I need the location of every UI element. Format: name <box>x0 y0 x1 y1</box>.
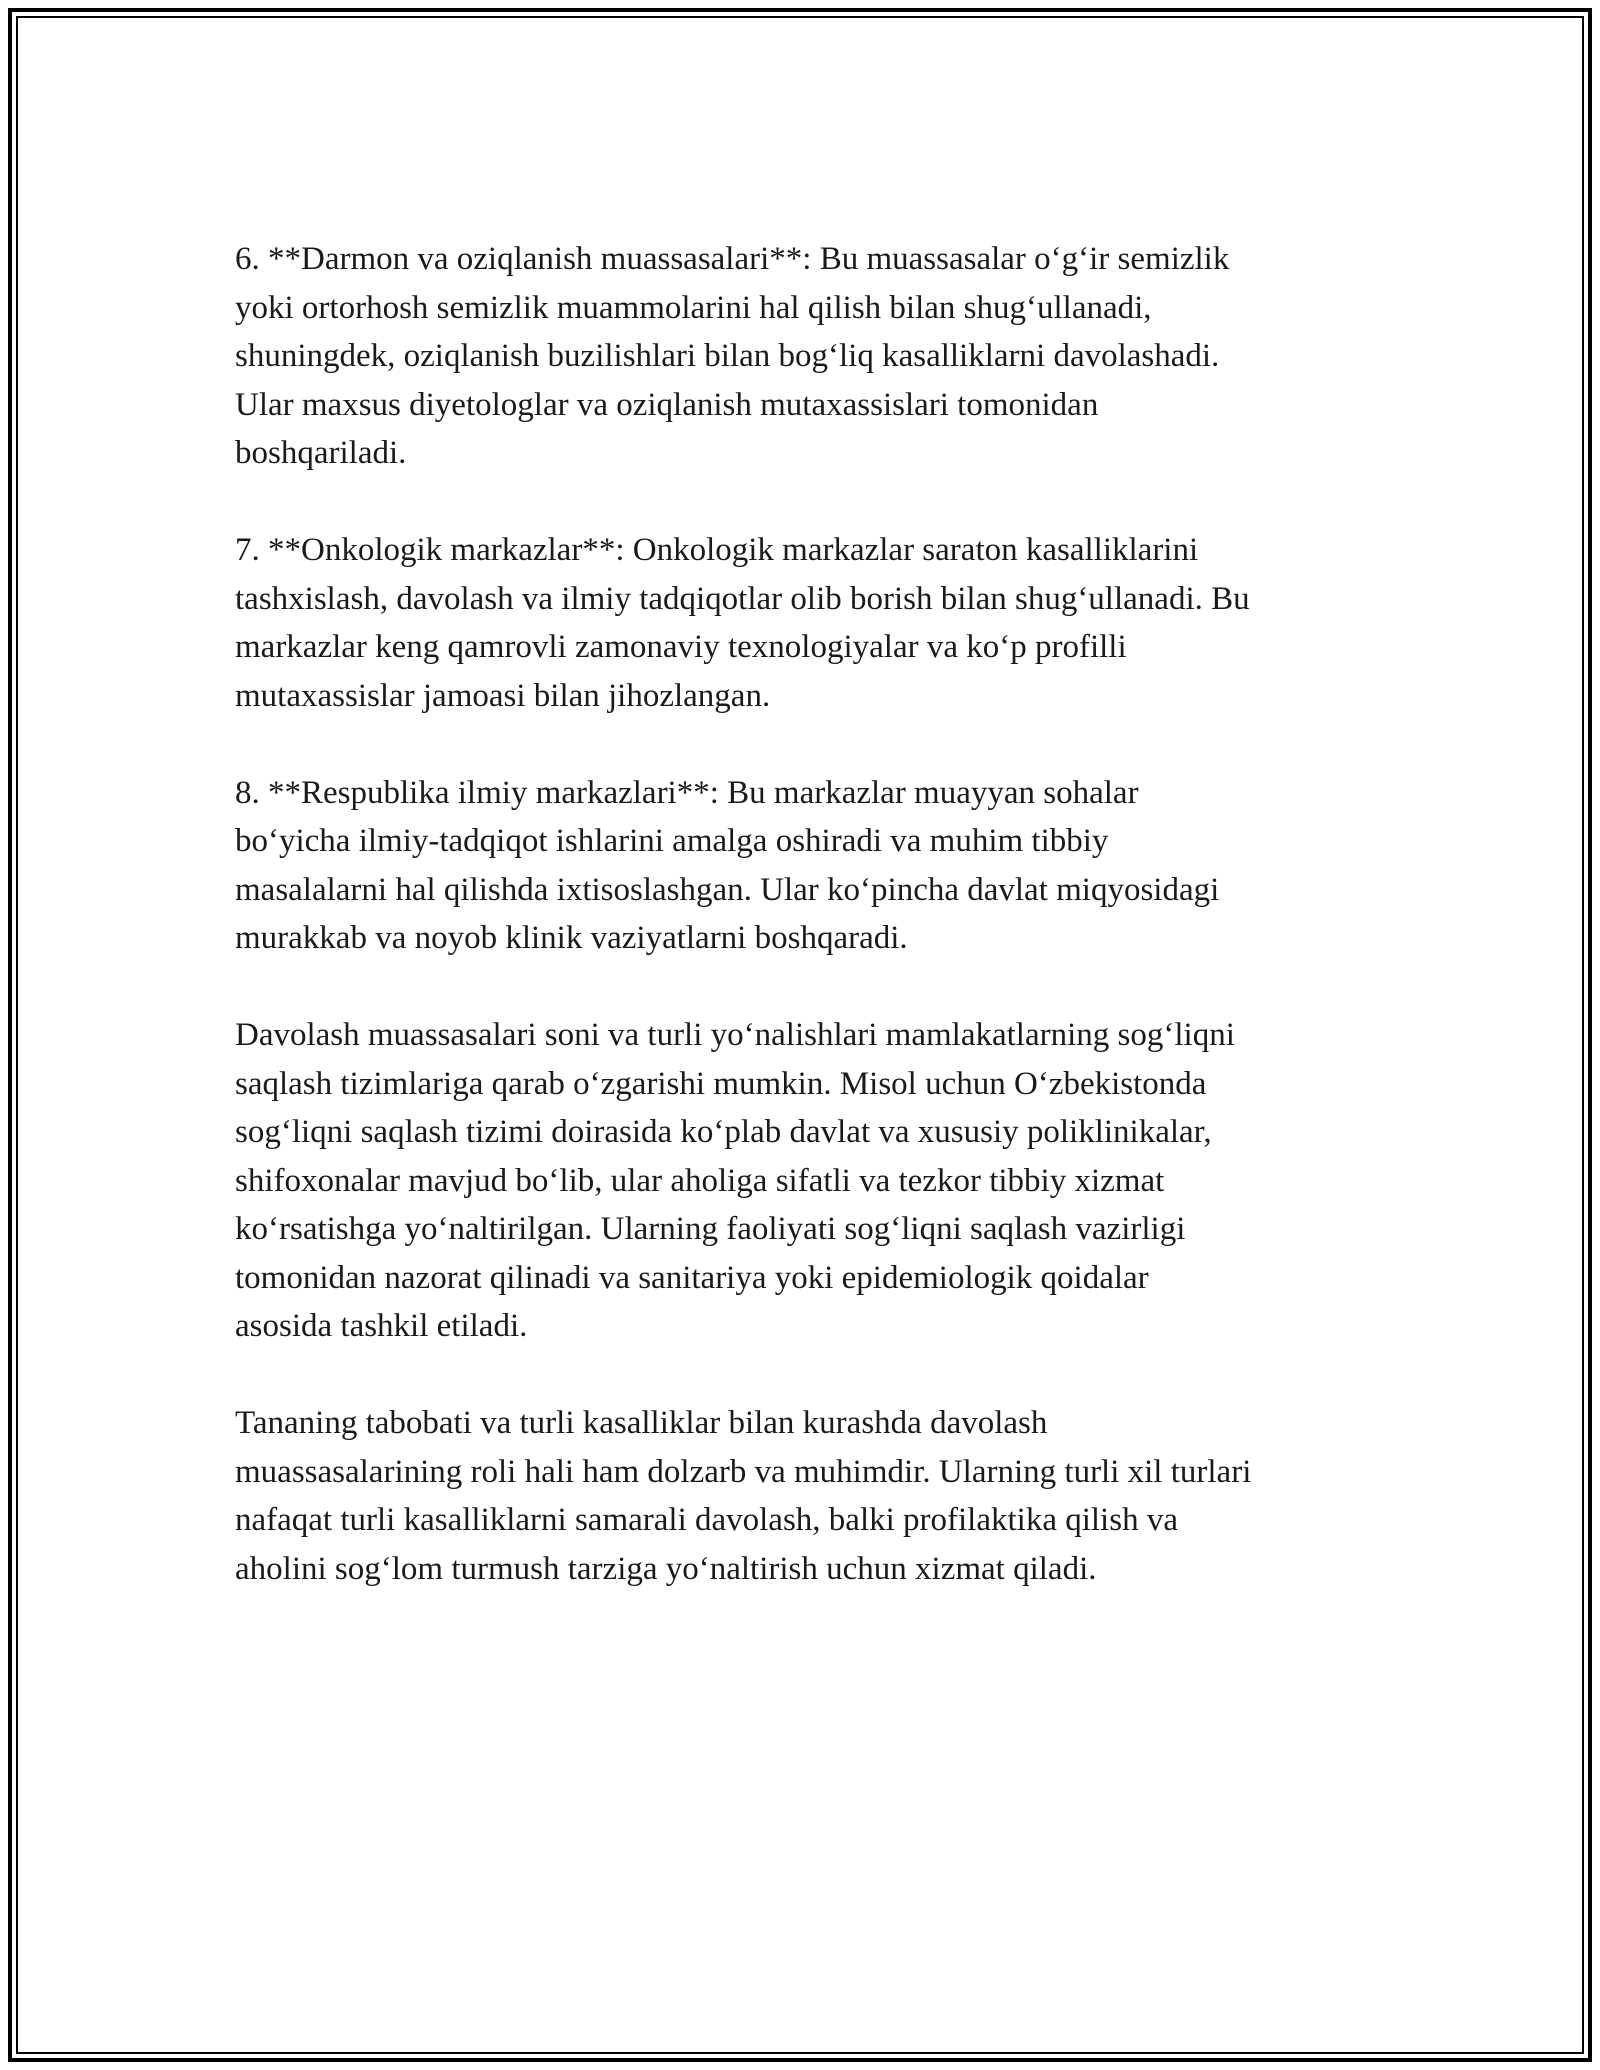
text-line: ko‘rsatishga yo‘naltirilgan. Ularning faoliyati sog‘liqni saqlash vazirligi <box>235 1211 1186 1247</box>
text-line: Tananing tabobati va turli kasalliklar bilan kurashda davolash <box>235 1405 1048 1441</box>
text-line: saqlash tizimlariga qarab o‘zgarishi mumkin. Misol uchun O‘zbekistonda <box>235 1065 1207 1102</box>
text-line: shuningdek, oziqlanish buzilishlari bilan bog‘liq kasalliklarni davolashadi. <box>235 338 1220 374</box>
text-line: yoki ortorhosh semizlik muammolarini hal qilish bilan shug‘ullanadi, <box>235 289 1152 326</box>
text-line: Davolash muassasalari soni va turli yo‘nalishlari mamlakatlarning sog‘liqni <box>235 1017 1235 1053</box>
text-line: aholini sog‘lom turmush tarziga yo‘naltirish uchun xizmat qiladi. <box>235 1550 1097 1587</box>
text-line: masalalarni hal qilishda ixtisoslashgan. Ular ko‘pincha davlat miqyosidagi <box>235 871 1220 908</box>
text-line: shifoxonalar mavjud bo‘lib, ular aholiga sifatli va tezkor tibbiy xizmat <box>235 1162 1165 1199</box>
text-line: asosida tashkil etiladi. <box>235 1308 528 1344</box>
paragraph-davolash-muassasalari-soni <box>235 1011 1375 1351</box>
text-line: sog‘liqni saqlash tizimi doirasida ko‘plab davlat va xususiy poliklinikalar, <box>235 1114 1212 1150</box>
paragraph-respublika-ilmiy-markazlari <box>235 769 1375 963</box>
text-line: murakkab va noyob klinik vaziyatlarni boshqaradi. <box>235 920 908 956</box>
text-line: 8. **Respublika ilmiy markazlari**: Bu markazlar muayyan sohalar <box>235 774 1139 811</box>
text-line: tashxislash, davolash va ilmiy tadqiqotlar olib borish bilan shug‘ullanadi. Bu <box>235 580 1250 617</box>
text-line: nafaqat turli kasalliklarni samarali davolash, balki profilaktika qilish va <box>235 1502 1178 1538</box>
paragraph-darmon-oziqlanish <box>235 235 1375 478</box>
text-line: 7. **Onkologik markazlar**: Onkologik markazlar saraton kasalliklarini <box>235 532 1199 568</box>
paragraph-tananing-tabobati <box>235 1399 1375 1593</box>
text-line: mutaxassislar jamoasi bilan jihozlangan. <box>235 677 771 714</box>
text-line: Ular maxsus diyetologlar va oziqlanish mutaxassislari tomonidan <box>235 386 1099 423</box>
text-line: muassasalarining roli hali ham dolzarb va muhimdir. Ularning turli xil turlari <box>235 1453 1252 1490</box>
text-line: bo‘yicha ilmiy-tadqiqot ishlarini amalga oshiradi va muhim tibbiy <box>235 823 1109 859</box>
text-line: 6. **Darmon va oziqlanish muassasalari**: Bu muassasalar o‘g‘ir semizlik <box>235 241 1230 277</box>
document-body <box>235 235 1375 1642</box>
text-line: boshqariladi. <box>235 435 407 471</box>
paragraph-onkologik-markazlar <box>235 526 1375 720</box>
text-line: tomonidan nazorat qilinadi va sanitariya yoki epidemiologik qoidalar <box>235 1259 1149 1296</box>
text-line: markazlar keng qamrovli zamonaviy texnologiyalar va ko‘p profilli <box>235 629 1127 665</box>
